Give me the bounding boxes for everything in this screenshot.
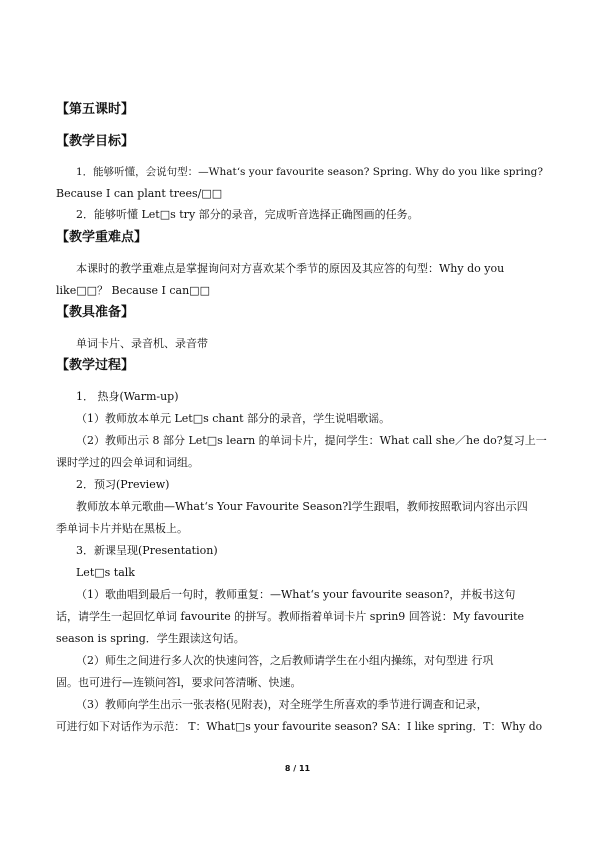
talk-1-line-2: 话，请学生一起回忆单词 favourite 的拼写。教师指着单词卡片 sprin9 回答说：My favourite	[56, 610, 525, 623]
step-1-item-a: （1）教师放本单元 Let□s chant 部分的录音，学生说唱歌谣。	[76, 412, 391, 425]
key-points-line-2: like□□？ Because I can□□	[56, 284, 210, 297]
step-2-title: 2．预习(Preview)	[76, 478, 170, 491]
talk-1-line-1: （1）歌曲唱到最后一句时，教师重复：—What‘s your favourite season?，并板书这句	[76, 588, 516, 601]
key-points-heading: 【教学重难点】	[56, 230, 148, 245]
process-heading: 【教学过程】	[56, 358, 135, 373]
materials-heading: 【教具准备】	[56, 305, 135, 320]
step-2-line-2: 季单词卡片并贴在黑板上。	[56, 522, 188, 535]
step-1-title: 1． 热身(Warm-up)	[76, 390, 179, 403]
lesson-heading: 【第五课时】	[56, 102, 135, 117]
goals-heading: 【教学目标】	[56, 134, 135, 149]
talk-2-line-1: （2）师生之间进行多人次的快速问答，之后教师请学生在小组内操练，对句型进 行巩	[76, 654, 494, 667]
talk-3-line-2: 可进行如下对话作为示范： T：What□s your favourite season? SA：I like spring．T：Why do	[56, 720, 543, 733]
talk-2-line-2: 固。也可进行—连锁问答l，要求问答清晰、快速。	[56, 676, 302, 689]
talk-3-line-1: （3）教师向学生出示一张表格(见附表)，对全班学生所喜欢的季节进行调查和记录，	[76, 698, 488, 711]
goal-item-2: 2．能够听懂 Let□s try 部分的录音，完成听音选择正确图画的任务。	[76, 208, 419, 221]
step-1-item-b-line-2: 课时学过的四会单词和词组。	[56, 456, 199, 469]
talk-1-line-3: season is spring．学生跟读这句话。	[56, 632, 245, 645]
step-3-title: 3．新课呈现(Presentation)	[76, 544, 218, 557]
page-number: 8 / 11	[284, 764, 311, 773]
step-2-line-1: 教师放本单元歌曲—What‘s Your Favourite Season?l学生跟唱，教师按照歌词内容出示四	[76, 500, 528, 513]
goal-item-1-line-1: 1．能够听懂，会说句型：—What‘s your favourite season? Spring. Why do you like spring?	[76, 166, 544, 178]
step-1-item-b-line-1: （2）教师出示 8 部分 Let□s learn 的单词卡片，提问学生：What call she／he do?复习上一	[76, 434, 547, 447]
key-points-line-1: 本课时的教学重难点是掌握询问对方喜欢某个季节的原因及其应答的句型：Why do you	[76, 262, 505, 275]
goal-item-1-line-2: Because I can plant trees/□□	[56, 187, 223, 200]
lets-talk-label: Let□s talk	[76, 566, 135, 579]
materials-line-1: 单词卡片、录音机、录音带	[76, 337, 208, 350]
